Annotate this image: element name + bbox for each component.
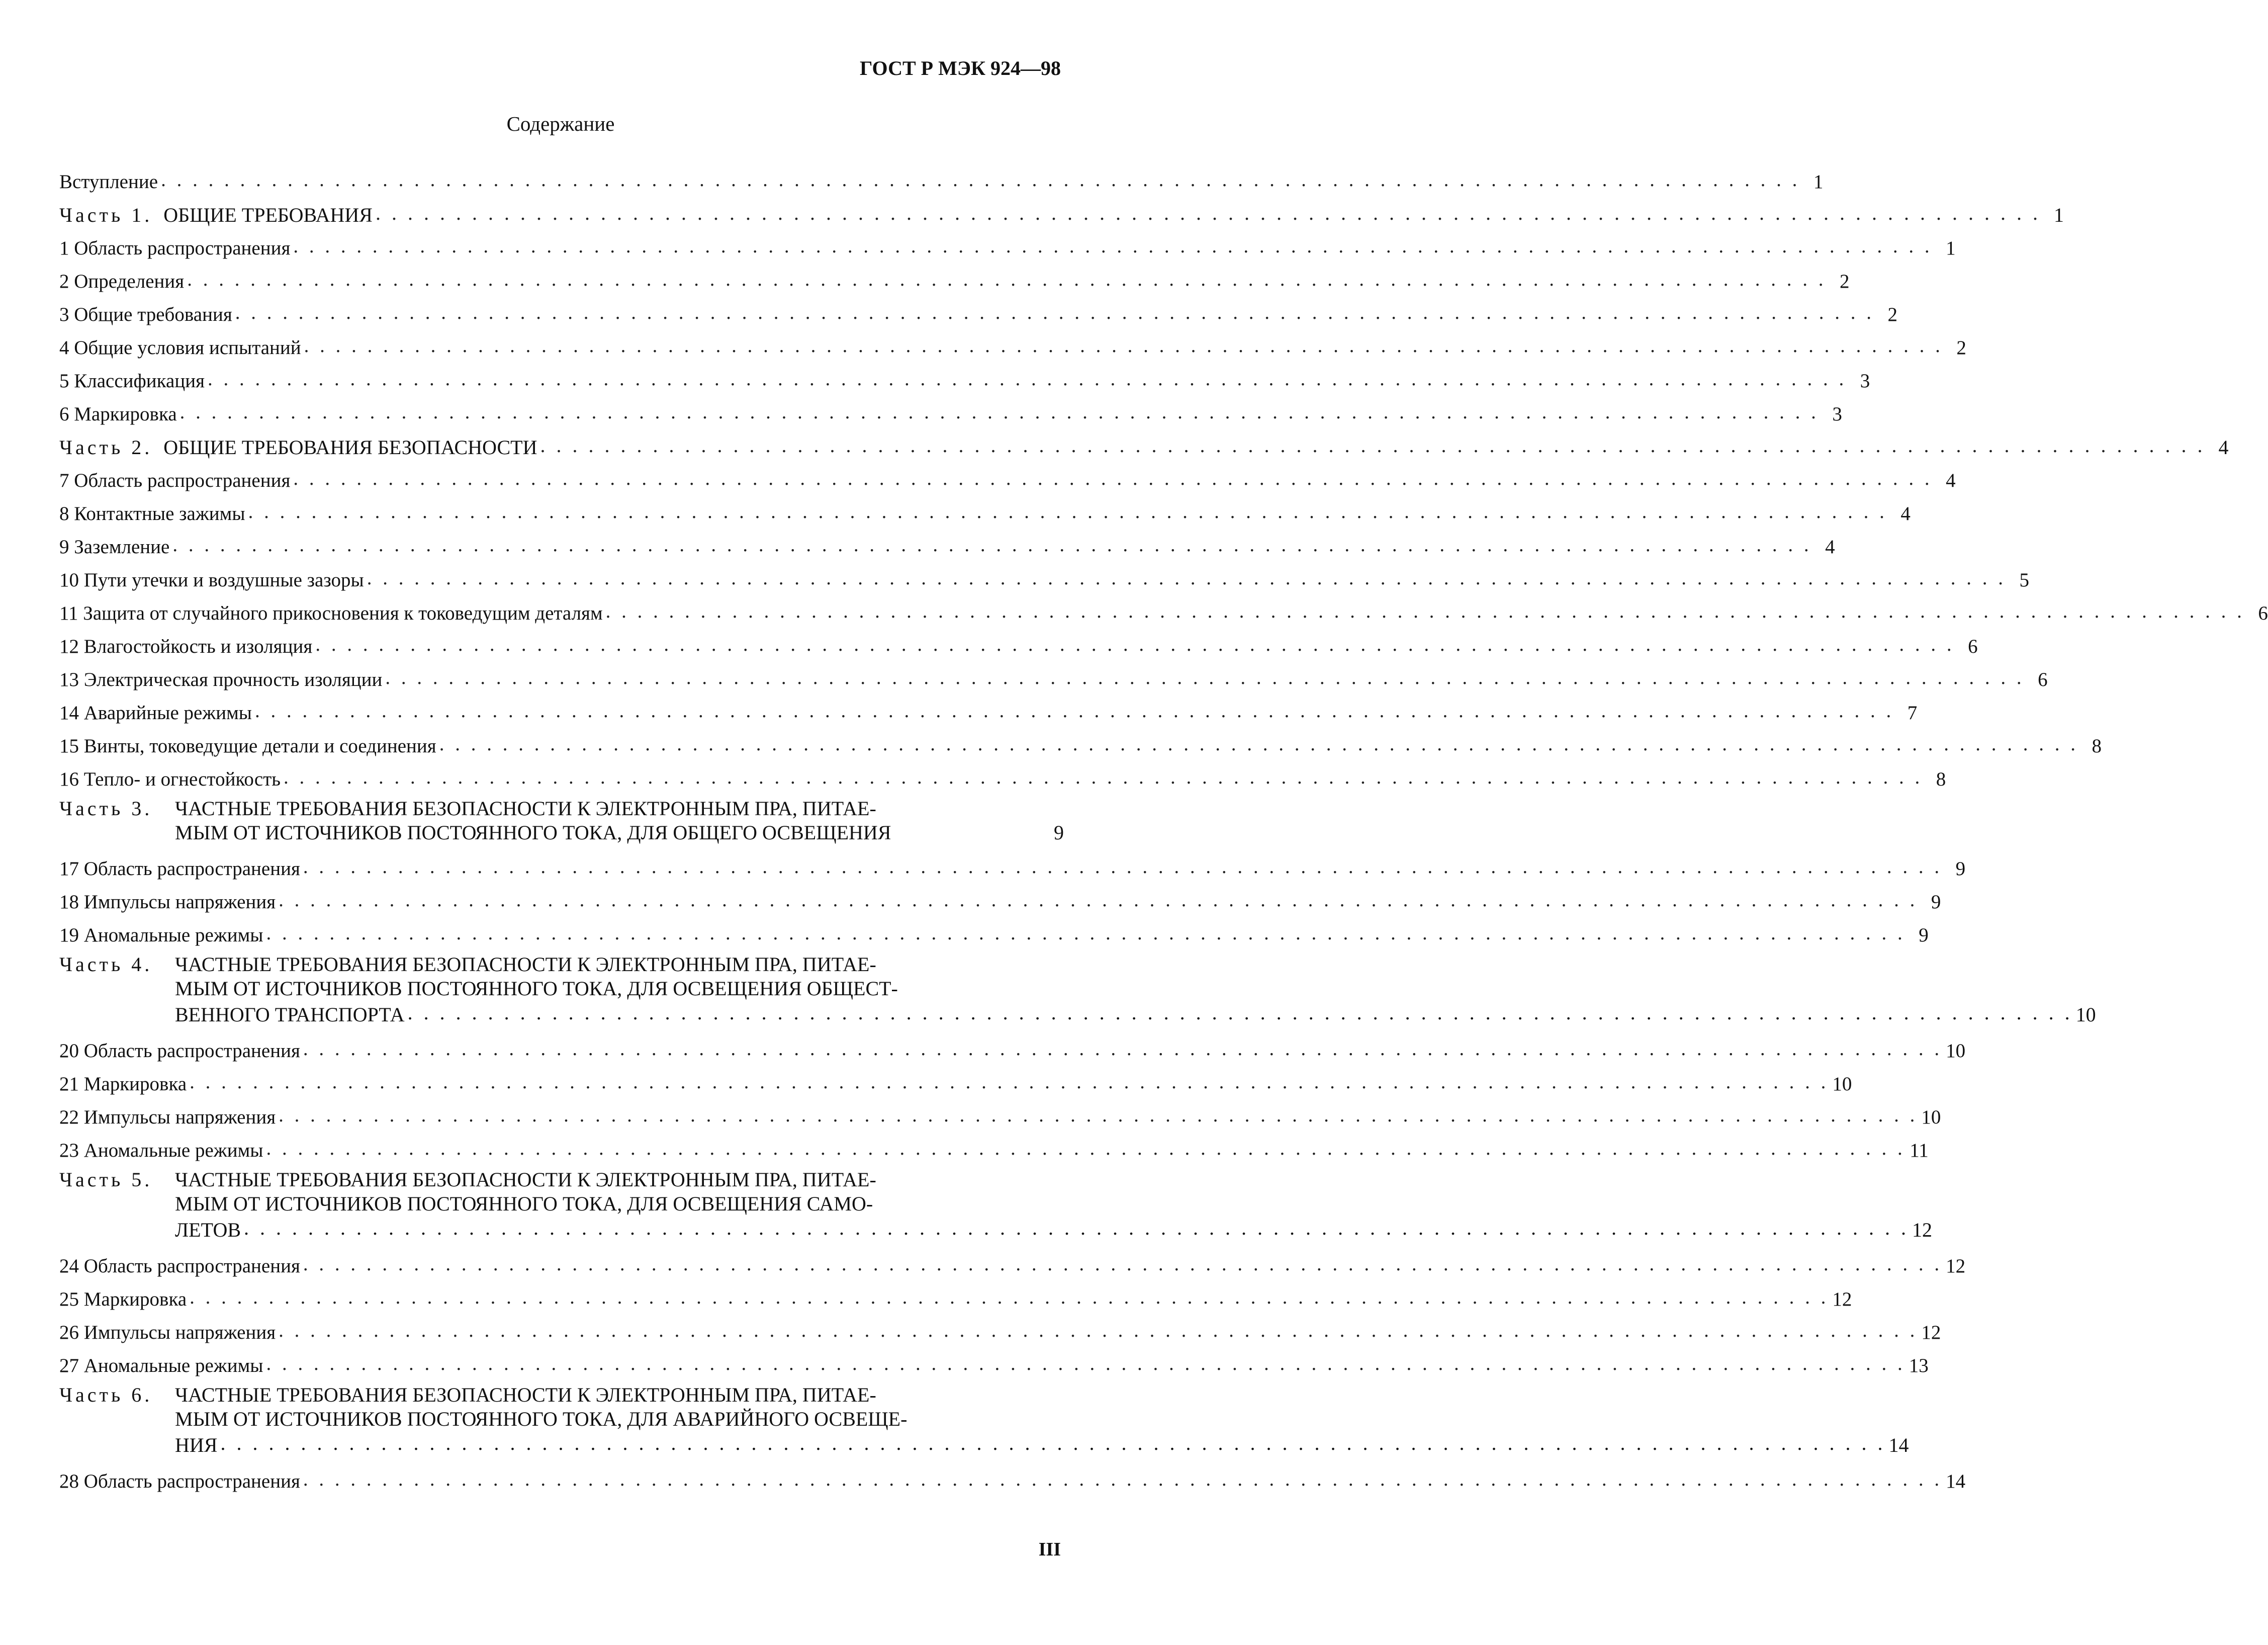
toc-page: 7 <box>1907 702 1918 724</box>
toc-label: 23 Аномальные режимы <box>59 1140 263 1161</box>
leader-dots: . . . . . . . . . . . . . . . . . . . . . . . . . . . . . . . . . . . . . . . . . . . . . . . . . . . . . . . . . . . . . . . . . . . . . . . . . . . . . . . . . . . . . . . . . . . . . . . . . . . . . . . . <box>385 667 2025 688</box>
toc-page: 8 <box>2092 735 2102 757</box>
toc-entry-s3[interactable] <box>59 293 1898 326</box>
part-prefix: Часть 2. <box>59 436 153 459</box>
toc-entry-s21[interactable] <box>59 1062 1852 1095</box>
leader-dots: . . . . . . . . . . . . . . . . . . . . . . . . . . . . . . . . . . . . . . . . . . . . . . . . . . . . . . . . . . . . . . . . . . . . . . . . . . . . . . . . . . . . . . . . . . . . . . . . . . . . . . . . <box>248 501 1887 523</box>
toc-entry-s4[interactable] <box>59 326 1966 359</box>
toc-entry-s8[interactable] <box>59 492 1911 525</box>
toc-entry-part2[interactable] <box>59 425 2229 459</box>
toc-label-line: МЫМ ОТ ИСТОЧНИКОВ ПОСТОЯННОГО ТОКА, ДЛЯ ОБЩЕГО ОСВЕЩЕНИЯ <box>175 821 891 844</box>
toc-label: 15 Винты, токоведущие детали и соединения <box>59 735 436 757</box>
leader-dots: . . . . . . . . . . . . . . . . . . . . . . . . . . . . . . . . . . . . . . . . . . . . . . . . . . . . . . . . . . . . . . . . . . . . . . . . . . . . . . . . . . . . . . . . . . . . . . . . . . . . . . . . <box>284 766 1923 788</box>
toc-page: 2 <box>1887 304 1898 325</box>
leader-dots: . . . . . . . . . . . . . . . . . . . . . . . . . . . . . . . . . . . . . . . . . . . . . . . . . . . . . . . . . . . . . . . . . . . . . . . . . . . . . . . . . . . . . . . . . . . . . . . . . . . . . . . . <box>439 733 2078 755</box>
toc-label: 24 Область распространения <box>59 1255 300 1277</box>
toc-label: 13 Электрическая прочность изоляции <box>59 669 383 690</box>
leader-dots: . . . . . . . . . . . . . . . . . . . . . . . . . . . . . . . . . . . . . . . . . . . . . . . . . . . . . . . . . . . . . . . . . . . . . . . . . . . . . . . . . . . . . . . . . . . . . . . . . . . . . . . . <box>605 600 2245 622</box>
toc-label: 9 Заземление <box>59 536 170 558</box>
toc-label-line: НИЯ <box>175 1434 218 1456</box>
toc-page: 14 <box>1888 1434 1909 1456</box>
toc-label-line: ЛЕТОВ <box>175 1219 241 1241</box>
toc-page: 9 <box>1054 821 1064 844</box>
toc-entry-s6[interactable] <box>59 392 1842 425</box>
toc-label: 12 Влагостойкость и изоляция <box>59 636 313 657</box>
leader-dots: . . . . . . . . . . . . . . . . . . . . . . . . . . . . . . . . . . . . . . . . . . . . . . . . . . . . . . . . . . . . . . . . . . . . . . . . . . . . . . . . . . . . . . . . . . . . . . . . . . . . . . . . <box>375 202 2041 224</box>
leader-dots: . . . . . . . . . . . . . . . . . . . . . . . . . . . . . . . . . . . . . . . . . . . . . . . . . . . . . . . . . . . . . . . . . . . . . . . . . . . . . . . . . . . . . . . . . . . . . . . . . . . . . . . . <box>293 468 1933 489</box>
toc-page: 12 <box>1946 1255 1966 1277</box>
toc-label: 2 Определения <box>59 271 185 292</box>
toc-page: 10 <box>1921 1106 1941 1128</box>
toc-label: 21 Маркировка <box>59 1073 187 1095</box>
leader-dots: . . . . . . . . . . . . . . . . . . . . . . . . . . . . . . . . . . . . . . . . . . . . . . . . . . . . . . . . . . . . . . . . . . . . . . . . . . . . . . . . . . . . . . . . . . . . . . . . . . . . . . . . <box>304 335 1943 357</box>
leader-dots: . . . . . . . . . . . . . . . . . . . . . . . . . . . . . . . . . . . . . . . . . . . . . . . . . . . . . . . . . . . . . . . . . . . . . . . . . . . . . . . . . . . . . . . . . . . . . . . . . . . . . . . . <box>540 434 2206 457</box>
toc-entry-s23[interactable] <box>59 1129 1929 1162</box>
toc-label: 27 Аномальные режимы <box>59 1355 263 1376</box>
toc-page: 1 <box>1946 237 1956 259</box>
toc-entry-part5[interactable] <box>59 1168 1933 1242</box>
toc-page: 3 <box>1860 370 1870 392</box>
toc-label: ОБЩИЕ ТРЕБОВАНИЯ <box>163 204 373 226</box>
toc-entry-s18[interactable] <box>59 880 1941 913</box>
page-number: III <box>1038 1539 1061 1560</box>
leader-dots: . . . . . . . . . . . . . . . . . . . . . . . . . . . . . . . . . . . . . . . . . . . . . . . . . . . . . . . . . . . . . . . . . . . . . . . . . . . . . . . . . . . . . . . . . . . . . . . . . . . . . . . . <box>303 1253 1943 1275</box>
toc-page: 2 <box>1956 337 1966 359</box>
leader-dots: . . . . . . . . . . . . . . . . . . . . . . . . . . . . . . . . . . . . . . . . . . . . . . . . . . . . . . . . . . . . . . . . . . . . . . . . . . . . . . . . . . . . . . . . . . . . . . . . . . . . . . . . <box>279 1104 1918 1126</box>
toc-label: 20 Область распространения <box>59 1040 300 1062</box>
toc-entry-s10[interactable] <box>59 558 2029 591</box>
toc-label-line: МЫМ ОТ ИСТОЧНИКОВ ПОСТОЯННОГО ТОКА, ДЛЯ ОСВЕЩЕНИЯ САМО- <box>175 1192 873 1215</box>
toc-entry-s15[interactable] <box>59 724 2102 757</box>
toc-entry-s5[interactable] <box>59 359 1870 392</box>
toc-page: 10 <box>1946 1040 1966 1062</box>
toc-label: 4 Общие условия испытаний <box>59 337 301 359</box>
toc-label: 11 Защита от случайного прикосновения к токоведущим деталям <box>59 602 603 624</box>
toc-page: 5 <box>2019 569 2029 591</box>
toc-entry-s13[interactable] <box>59 658 2048 691</box>
leader-dots: . . . . . . . . . . . . . . . . . . . . . . . . . . . . . . . . . . . . . . . . . . . . . . . . . . . . . . . . . . . . . . . . . . . . . . . . . . . . . . . . . . . . . . . . . . . . . . . . . . . . . . . . <box>172 534 1812 556</box>
toc-entry-s22[interactable] <box>59 1095 1941 1129</box>
part-prefix: Часть 6. <box>59 1383 153 1406</box>
toc-page: 4 <box>2218 436 2229 459</box>
toc-page: 12 <box>1912 1219 1933 1241</box>
toc-entry-part4[interactable] <box>59 953 2096 1027</box>
toc-page: 1 <box>1813 171 1824 193</box>
leader-dots: . . . . . . . . . . . . . . . . . . . . . . . . . . . . . . . . . . . . . . . . . . . . . . . . . . . . . . . . . . . . . . . . . . . . . . . . . . . . . . . . . . . . . . . . . . . . . . . . . . . . . . . . <box>367 567 2006 589</box>
toc-label-line: ЧАСТНЫЕ ТРЕБОВАНИЯ БЕЗОПАСНОСТИ К ЭЛЕКТРОННЫМ ПРА, ПИТАЕ- <box>175 1168 876 1191</box>
toc-label: 22 Импульсы напряжения <box>59 1106 276 1128</box>
leader-dots: . . . . . . . . . . . . . . . . . . . . . . . . . . . . . . . . . . . . . . . . . . . . . . . . . . . . . . . . . . . . . . . . . . . . . . . . . . . . . . . . . . . . . . . . . . . . . . . . . . . . . . . . <box>407 1001 2073 1024</box>
toc-entry-s2[interactable] <box>59 259 1850 293</box>
toc-page: 6 <box>1968 636 1978 657</box>
toc-page: 6 <box>2258 602 2268 624</box>
toc-entry-s26[interactable] <box>59 1311 1941 1344</box>
toc-entry-s9[interactable] <box>59 525 1835 558</box>
toc-label: 19 Аномальные режимы <box>59 924 263 946</box>
leader-dots: . . . . . . . . . . . . . . . . . . . . . . . . . . . . . . . . . . . . . . . . . . . . . . . . . . . . . . . . . . . . . . . . . . . . . . . . . . . . . . . . . . . . . . . . . . . . . . . . . . . . . . . . <box>279 889 1918 911</box>
toc-entry-part6[interactable] <box>59 1383 1909 1457</box>
toc-entry-s28[interactable] <box>59 1459 1966 1493</box>
leader-dots: . . . . . . . . . . . . . . . . . . . . . . . . . . . . . . . . . . . . . . . . . . . . . . . . . . . . . . . . . . . . . . . . . . . . . . . . . . . . . . . . . . . . . . . . . . . . . . . . . . . . . . . . <box>266 1138 1906 1159</box>
toc-label: 25 Маркировка <box>59 1288 187 1310</box>
toc-page: 12 <box>1921 1322 1941 1343</box>
toc-label: 1 Область распространения <box>59 237 291 259</box>
toc-entry-intro[interactable] <box>59 160 1824 193</box>
leader-dots: . . . . . . . . . . . . . . . . . . . . . . . . . . . . . . . . . . . . . . . . . . . . . . . . . . . . . . . . . . . . . . . . . . . . . . . . . . . . . . . . . . . . . . . . . . . . . . . . . . . . . . . . <box>266 1353 1906 1374</box>
toc-page: 10 <box>1832 1073 1852 1095</box>
standard-code: ГОСТ Р МЭК 924—98 <box>860 57 1061 79</box>
toc-label: 5 Классификация <box>59 370 205 392</box>
toc-page: 9 <box>1931 891 1941 913</box>
part-prefix: Часть 3. <box>59 797 153 820</box>
leader-dots: . . . . . . . . . . . . . . . . . . . . . . . . . . . . . . . . . . . . . . . . . . . . . . . . . . . . . . . . . . . . . . . . . . . . . . . . . . . . . . . . . . . . . . . . . . . . . . . . . . . . . . . . <box>303 856 1943 878</box>
table-of-contents <box>59 160 2268 1493</box>
part-prefix: Часть 1. <box>59 204 153 226</box>
toc-label: Вступление <box>59 171 158 193</box>
leader-dots: . . . . . . . . . . . . . . . . . . . . . . . . . . . . . . . . . . . . . . . . . . . . . . . . . . . . . . . . . . . . . . . . . . . . . . . . . . . . . . . . . . . . . . . . . . . . . . . . . . . . . . . . <box>279 1320 1918 1341</box>
toc-label-line: МЫМ ОТ ИСТОЧНИКОВ ПОСТОЯННОГО ТОКА, ДЛЯ ОСВЕЩЕНИЯ ОБЩЕСТ- <box>175 977 898 1000</box>
toc-label-line: ВЕННОГО ТРАНСПОРТА <box>175 1003 405 1026</box>
toc-entry-s7[interactable] <box>59 459 1956 492</box>
toc-entry-s17[interactable] <box>59 847 1966 880</box>
toc-entry-s25[interactable] <box>59 1277 1852 1311</box>
toc-entry-s16[interactable] <box>59 757 1946 791</box>
toc-label-line: МЫМ ОТ ИСТОЧНИКОВ ПОСТОЯННОГО ТОКА, ДЛЯ АВАРИЙНОГО ОСВЕЩЕ- <box>175 1408 908 1430</box>
toc-label: 16 Тепло- и огнестойкость <box>59 768 281 790</box>
toc-label: 8 Контактные зажимы <box>59 503 245 525</box>
toc-page: 3 <box>1832 403 1842 425</box>
toc-entry-s24[interactable] <box>59 1244 1966 1277</box>
toc-entry-s27[interactable] <box>59 1344 1929 1377</box>
toc-entry-s12[interactable] <box>59 625 1978 658</box>
leader-dots: . . . . . . . . . . . . . . . . . . . . . . . . . . . . . . . . . . . . . . . . . . . . . . . . . . . . . . . . . . . . . . . . . . . . . . . . . . . . . . . . . . . . . . . . . . . . . . . . . . . . . . . . <box>220 1432 1886 1454</box>
leader-dots: . . . . . . . . . . . . . . . . . . . . . . . . . . . . . . . . . . . . . . . . . . . . . . . . . . . . . . . . . . . . . . . . . . . . . . . . . . . . . . . . . . . . . . . . . . . . . . . . . . . . . . . . <box>315 634 1955 655</box>
toc-entry-part1[interactable] <box>59 193 2064 226</box>
toc-label: 6 Маркировка <box>59 403 177 425</box>
toc-page: 9 <box>1919 924 1929 946</box>
leader-dots: . . . . . . . . . . . . . . . . . . . . . . . . . . . . . . . . . . . . . . . . . . . . . . . . . . . . . . . . . . . . . . . . . . . . . . . . . . . . . . . . . . . . . . . . . . . . . . . . . . . . . . . . <box>208 368 1847 390</box>
leader-dots: . . . . . . . . . . . . . . . . . . . . . . . . . . . . . . . . . . . . . . . . . . . . . . . . . . . . . . . . . . . . . . . . . . . . . . . . . . . . . . . . . . . . . . . . . . . . . . . . . . . . . . . . <box>303 1468 1943 1490</box>
toc-page: 6 <box>2038 669 2048 690</box>
toc-label-line: ЧАСТНЫЕ ТРЕБОВАНИЯ БЕЗОПАСНОСТИ К ЭЛЕКТРОННЫМ ПРА, ПИТАЕ- <box>175 953 876 976</box>
toc-page: 1 <box>2053 204 2064 226</box>
leader-dots: . . . . . . . . . . . . . . . . . . . . . . . . . . . . . . . . . . . . . . . . . . . . . . . . . . . . . . . . . . . . . . . . . . . . . . . . . . . . . . . . . . . . . . . . . . . . . . . . . . . . . . . . <box>266 922 1906 944</box>
leader-dots: . . . . . . . . . . . . . . . . . . . . . . . . . . . . . . . . . . . . . . . . . . . . . . . . . . . . . . . . . . . . . . . . . . . . . . . . . . . . . . . . . . . . . . . . . . . . . . . . . . . . . . . . <box>303 1038 1943 1060</box>
toc-page: 11 <box>1910 1140 1929 1161</box>
toc-label: 7 Область распространения <box>59 470 291 491</box>
toc-page: 9 <box>1955 858 1966 880</box>
toc-entry-s14[interactable] <box>59 691 1918 724</box>
toc-page: 4 <box>1825 536 1835 558</box>
toc-label: 17 Область распространения <box>59 858 300 880</box>
toc-page: 13 <box>1909 1355 1929 1376</box>
toc-entry-s20[interactable] <box>59 1029 1966 1062</box>
toc-entry-part3[interactable] <box>59 797 1064 845</box>
leader-dots: . . . . . . . . . . . . . . . . . . . . . . . . . . . . . . . . . . . . . . . . . . . . . . . . . . . . . . . . . . . . . . . . . . . . . . . . . . . . . . . . . . . . . . . . . . . . . . . . . . . . . . . . <box>187 269 1827 290</box>
leader-dots: . . . . . . . . . . . . . . . . . . . . . . . . . . . . . . . . . . . . . . . . . . . . . . . . . . . . . . . . . . . . . . . . . . . . . . . . . . . . . . . . . . . . . . . . . . . . . . . . . . . . . . . . <box>255 700 1894 722</box>
page-title: Содержание <box>506 112 615 135</box>
toc-label: ОБЩИЕ ТРЕБОВАНИЯ БЕЗОПАСНОСТИ <box>163 436 537 459</box>
leader-dots: . . . . . . . . . . . . . . . . . . . . . . . . . . . . . . . . . . . . . . . . . . . . . . . . . . . . . . . . . . . . . . . . . . . . . . . . . . . . . . . . . . . . . . . . . . . . . . . . . . . . . . . . <box>235 302 1875 323</box>
toc-entry-s11[interactable] <box>59 591 2268 625</box>
leader-dots: . . . . . . . . . . . . . . . . . . . . . . . . . . . . . . . . . . . . . . . . . . . . . . . . . . . . . . . . . . . . . . . . . . . . . . . . . . . . . . . . . . . . . . . . . . . . . . . . . . . . . . . . <box>244 1217 1910 1239</box>
leader-dots: . . . . . . . . . . . . . . . . . . . . . . . . . . . . . . . . . . . . . . . . . . . . . . . . . . . . . . . . . . . . . . . . . . . . . . . . . . . . . . . . . . . . . . . . . . . . . . . . . . . . . . . . <box>190 1286 1829 1308</box>
toc-label-line: ЧАСТНЫЕ ТРЕБОВАНИЯ БЕЗОПАСНОСТИ К ЭЛЕКТРОННЫМ ПРА, ПИТАЕ- <box>175 797 876 820</box>
toc-label: 26 Импульсы напряжения <box>59 1322 276 1343</box>
part-prefix: Часть 5. <box>59 1168 153 1191</box>
part-prefix: Часть 4. <box>59 953 153 976</box>
toc-page: 8 <box>1936 768 1946 790</box>
toc-entry-s1[interactable] <box>59 226 1956 259</box>
toc-label-line: ЧАСТНЫЕ ТРЕБОВАНИЯ БЕЗОПАСНОСТИ К ЭЛЕКТРОННЫМ ПРА, ПИТАЕ- <box>175 1383 876 1406</box>
toc-label: 10 Пути утечки и воздушные зазоры <box>59 569 364 591</box>
toc-page: 4 <box>1946 470 1956 491</box>
toc-page: 14 <box>1946 1470 1966 1492</box>
leader-dots: . . . . . . . . . . . . . . . . . . . . . . . . . . . . . . . . . . . . . . . . . . . . . . . . . . . . . . . . . . . . . . . . . . . . . . . . . . . . . . . . . . . . . . . . . . . . . . . . . . . . . . . . <box>293 235 1933 257</box>
toc-page: 10 <box>2075 1003 2096 1026</box>
toc-label: 18 Импульсы напряжения <box>59 891 276 913</box>
leader-dots: . . . . . . . . . . . . . . . . . . . . . . . . . . . . . . . . . . . . . . . . . . . . . . . . . . . . . . . . . . . . . . . . . . . . . . . . . . . . . . . . . . . . . . . . . . . . . . . . . . . . . . . . <box>179 401 1819 423</box>
toc-page: 2 <box>1839 271 1850 292</box>
leader-dots: . . . . . . . . . . . . . . . . . . . . . . . . . . . . . . . . . . . . . . . . . . . . . . . . . . . . . . . . . . . . . . . . . . . . . . . . . . . . . . . . . . . . . . . . . . . . . . . . . . . . . . . . <box>161 169 1800 191</box>
toc-label: 28 Область распространения <box>59 1470 300 1492</box>
toc-label: 3 Общие требования <box>59 304 232 325</box>
toc-page: 12 <box>1832 1288 1852 1310</box>
toc-page: 4 <box>1900 503 1911 525</box>
toc-label: 14 Аварийные режимы <box>59 702 252 724</box>
leader-dots: . . . . . . . . . . . . . . . . . . . . . . . . . . . . . . . . . . . . . . . . . . . . . . . . . . . . . . . . . . . . . . . . . . . . . . . . . . . . . . . . . . . . . . . . . . . . . . . . . . . . . . . . <box>190 1071 1829 1093</box>
toc-entry-s19[interactable] <box>59 913 1929 946</box>
